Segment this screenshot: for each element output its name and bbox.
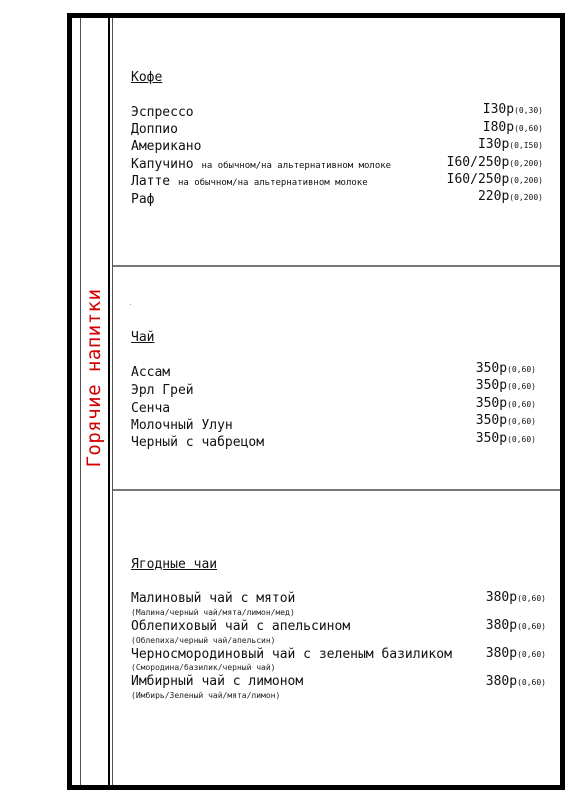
item-name: Американо [131,139,202,154]
item-name: Имбирный чай с лимоном [131,674,304,689]
volume: (0,60) [507,417,536,426]
item-note: на обычном/на альтернативном молоке [177,178,368,188]
item-description: (Смородина/базилик/черный чай) [131,663,276,672]
item-description: (Имбирь/Зеленый чай/мята/лимон) [131,691,281,700]
price-value: I30р [477,137,510,152]
side-rule-left [80,18,81,785]
price-value: 350р [475,361,508,376]
item-name: Эспрессо [131,105,194,120]
item-name: Капучино [131,157,194,172]
item-price [486,646,546,661]
item-price [476,431,536,446]
section-title-berry-teas: Ягодные чаи [131,557,218,572]
section-title-coffee: Кофе [131,70,163,85]
menu-item [131,105,194,120]
menu-item [131,435,264,450]
side-title: Горячие напитки [83,288,105,468]
price-value: 380р [485,618,518,633]
volume: (0,I50) [509,141,543,150]
menu-item [131,174,368,189]
price-value: 380р [485,674,518,689]
item-price [486,590,546,605]
item-name: Черносмородиновый чай с зеленым базиликом [131,647,452,662]
volume: (0,60) [507,435,536,444]
item-price [483,120,543,135]
price-value: 350р [475,378,508,393]
price-value: 220р [477,189,510,204]
price-value: 350р [475,431,508,446]
speck [130,304,131,305]
item-price [486,618,546,633]
item-price [476,396,536,411]
item-price [486,674,546,689]
volume: (0,200) [509,176,543,185]
price-value: I60/250р [446,155,510,170]
price-value: 380р [485,646,518,661]
item-price [478,137,543,152]
volume: (0,30) [514,106,543,115]
section-divider [113,265,560,267]
item-name: Раф [131,192,155,207]
item-price [483,102,543,117]
price-value: 380р [485,590,518,605]
price-value: I60/250р [446,172,510,187]
item-price [476,413,536,428]
menu-item [131,122,178,137]
volume: (0,200) [509,159,543,168]
menu-item [131,365,170,380]
item-name: Сенча [131,401,171,416]
menu-item [131,619,350,634]
volume: (0,60) [517,650,546,659]
volume: (0,60) [517,622,546,631]
price-value: 350р [475,413,508,428]
side-rule-right [112,18,113,785]
item-name: Доппио [131,122,178,137]
volume: (0,60) [514,124,543,133]
item-name: Латте [131,174,171,189]
item-description: (Облепиха/черный чай/апельсин) [131,636,276,645]
menu-item [131,591,295,606]
item-name: Малиновый чай с мятой [131,591,296,606]
menu-item [131,139,201,154]
menu-item [131,647,452,662]
price-value: I30р [482,102,515,117]
item-name: Эрл Грей [131,383,194,398]
item-name: Молочный Улун [131,418,233,433]
volume: (0,60) [507,400,536,409]
menu-item [131,401,170,416]
item-name: Облепиховый чай с апельсином [131,619,351,634]
menu-item [131,674,303,689]
item-price [447,155,543,170]
volume: (0,60) [507,365,536,374]
menu-item [131,192,154,207]
volume: (0,200) [509,193,543,202]
price-value: 350р [475,396,508,411]
item-price [478,189,543,204]
volume: (0,60) [517,594,546,603]
item-note: на обычном/на альтернативном молоке [201,161,392,171]
item-description: (Малина/черный чай/мята/лимон/мед) [131,608,295,617]
menu-item [131,383,194,398]
item-price [447,172,543,187]
volume: (0,60) [507,382,536,391]
item-price [476,361,536,376]
price-value: I80р [482,120,515,135]
menu-item [131,157,391,172]
volume: (0,60) [517,678,546,687]
menu-item [131,418,233,433]
section-title-tea: Чай [131,330,155,345]
item-name: Черный с чабрецом [131,435,265,450]
item-name: Ассам [131,365,171,380]
item-price [476,378,536,393]
section-divider [113,489,560,491]
